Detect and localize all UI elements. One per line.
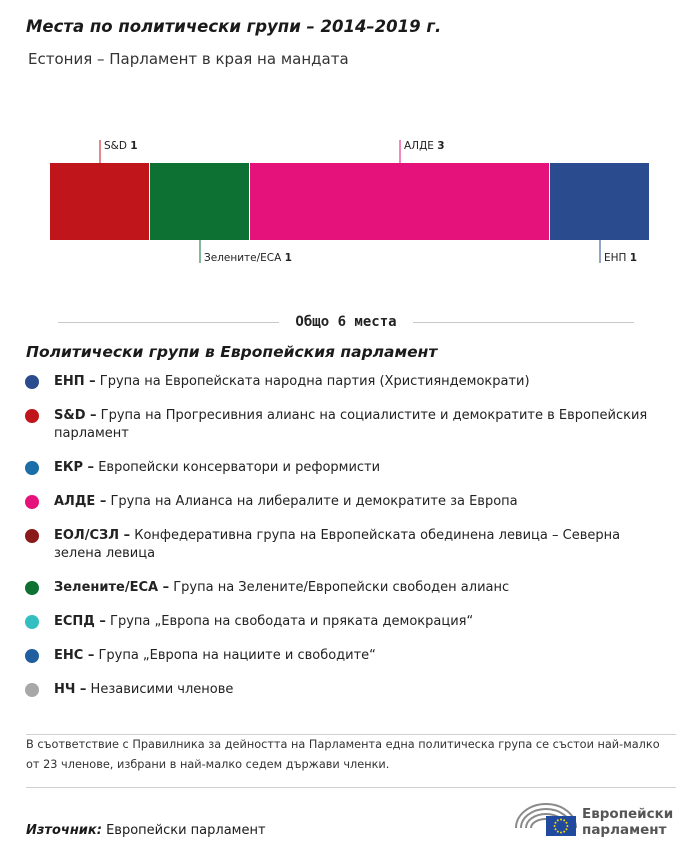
total-seats-label: Общо 6 места — [279, 314, 412, 330]
legend-desc: Група „Европа на свободата и пряката демокрация“ — [105, 614, 474, 629]
legend-swatch — [25, 649, 39, 663]
bar-segment — [150, 163, 249, 240]
chart-subtitle: Естония – Парламент в края на мандата — [28, 50, 349, 68]
legend-abbr: НЧ – — [54, 682, 87, 697]
legend-abbr: ЕСПД – — [54, 614, 106, 629]
legend-abbr: Зелените/ЕСА – — [54, 580, 170, 595]
source-label: Източник: — [26, 823, 102, 838]
european-parliament-logo[interactable] — [514, 798, 694, 840]
legend-item — [25, 579, 665, 597]
bar-label: Зелените/ЕСА 1 — [204, 252, 292, 264]
legend-desc: Група на Европейската народна партия (Християндемократи) — [95, 374, 530, 389]
legend-swatch — [25, 529, 39, 543]
legend-abbr: ЕНС – — [54, 648, 95, 663]
seats-bar-chart — [0, 130, 700, 280]
legend-item — [25, 527, 665, 563]
note-divider-bottom — [26, 787, 676, 788]
legend-swatch — [25, 461, 39, 475]
legend-item — [25, 647, 665, 665]
legend-abbr: ЕНП – — [54, 374, 96, 389]
source-value: Европейски парламент — [101, 823, 266, 838]
legend-desc: Група на Зелените/Европейски свободен алианс — [169, 580, 510, 595]
legend-swatch — [25, 495, 39, 509]
source-line — [26, 823, 266, 838]
legend-swatch — [25, 581, 39, 595]
legend-abbr: АЛДЕ – — [54, 494, 107, 509]
bar-label: ЕНП 1 — [604, 252, 638, 264]
legend-desc: Група на Алианса на либералите и демократите за Европа — [106, 494, 518, 509]
legend — [25, 373, 665, 715]
legend-item — [25, 493, 665, 511]
legend-desc: Група „Европа на нациите и свободите“ — [94, 648, 376, 663]
total-seats-row — [58, 312, 634, 334]
legend-desc: Група на Прогресивния алианс на социалистите и демократите в Европейския парламент — [54, 408, 648, 441]
bar-label: S&D 1 — [104, 140, 138, 152]
bar-segment — [250, 163, 549, 240]
legend-swatch — [25, 615, 39, 629]
legend-item — [25, 613, 665, 631]
legend-swatch — [25, 409, 39, 423]
legend-swatch — [25, 375, 39, 389]
legend-item — [25, 407, 665, 443]
legend-desc: Конфедеративна група на Европейската обединена левица – Северна зелена левица — [54, 528, 621, 561]
legend-item — [25, 373, 665, 391]
legend-abbr: ЕКР – — [54, 460, 95, 475]
legend-desc: Европейски консерватори и реформисти — [94, 460, 381, 475]
logo-line-2: парламент — [582, 822, 667, 838]
legend-swatch — [25, 683, 39, 697]
footnote: В съответствие с Правилника за дейността на Парламента една политическа група се състои най-малко от 23 членове, избрани в най-малко седем държави членки. — [26, 738, 660, 771]
logo-line-1: Европейски — [582, 806, 674, 822]
bar-segment — [50, 163, 149, 240]
bar-label: АЛДЕ 3 — [404, 140, 445, 152]
legend-abbr: ЕОЛ/СЗЛ – — [54, 528, 131, 543]
legend-item — [25, 459, 665, 477]
bar-segment — [550, 163, 649, 240]
chart-title: Места по политически групи – 2014–2019 г. — [26, 17, 442, 36]
legend-title: Политически групи в Европейския парламент — [26, 343, 438, 361]
legend-abbr: S&D – — [54, 408, 97, 423]
legend-desc: Независими членове — [86, 682, 234, 697]
legend-item — [25, 681, 665, 699]
parliament-hemicycle-icon — [514, 798, 578, 840]
